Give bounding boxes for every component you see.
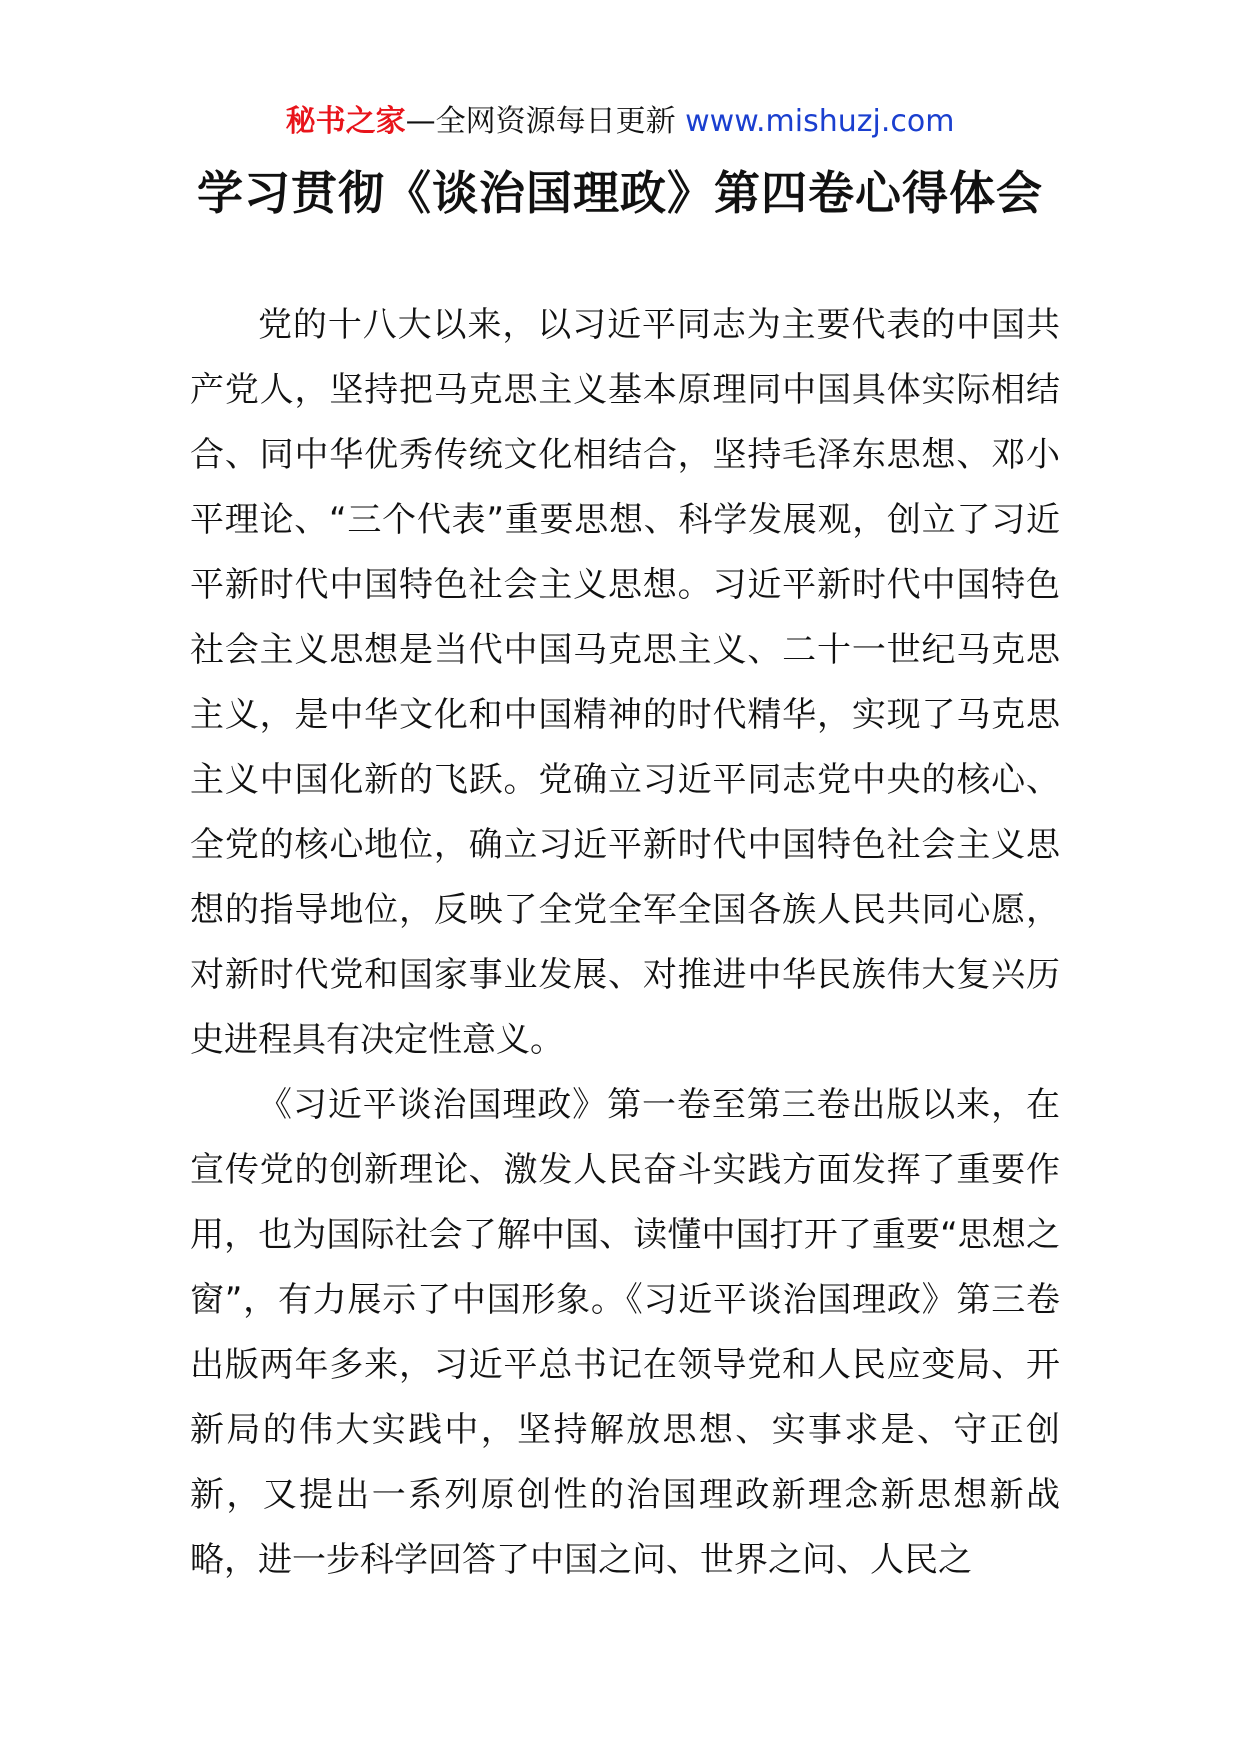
document-body [190, 293, 1060, 1593]
paragraph-1: 党的十八大以来，以习近平同志为主要代表的中国共产党人，坚持把马克思主义基本原理同中国具体实际相结合、同中华优秀传统文化相结合，坚持毛泽东思想、邓小平理论、“三个代表”重要思想、科学发展观，创立了习近平新时代中国特色社会主义思想。习近平新时代中国特色社会主义思想是当代中国马克思主义、二十一世纪马克思主义，是中华文化和中国精神的时代精华，实现了马克思主义中国化新的飞跃。党确立习近平同志党中央的核心、全党的核心地位，确立习近平新时代中国特色社会主义思想的指导地位，反映了全党全军全国各族人民共同心愿，对新时代党和国家事业发展、对推进中华民族伟大复兴历史进程具有决定性意义。 [190, 305, 1060, 1060]
paragraph-2: 《习近平谈治国理政》第一卷至第三卷出版以来，在宣传党的创新理论、激发人民奋斗实践方面发挥了重要作用，也为国际社会了解中国、读懂中国打开了重要“思想之窗”，有力展示了中国形象。《习近平谈治国理政》第三卷出版两年多来，习近平总书记在领导党和人民应变局、开新局的伟大实践中，坚持解放思想、实事求是、守正创新，又提出一系列原创性的治国理政新理念新思想新战略，进一步科学回答了中国之问、世界之问、人民之 [190, 1085, 1060, 1580]
site-url[interactable]: www.mishuzj.com [685, 104, 955, 139]
site-tagline: —全网资源每日更新 [405, 104, 686, 139]
site-brand: 秘书之家 [285, 104, 406, 139]
site-header [0, 100, 1240, 144]
document-title: 学习贯彻《谈治国理政》第四卷心得体会 [197, 166, 1043, 220]
